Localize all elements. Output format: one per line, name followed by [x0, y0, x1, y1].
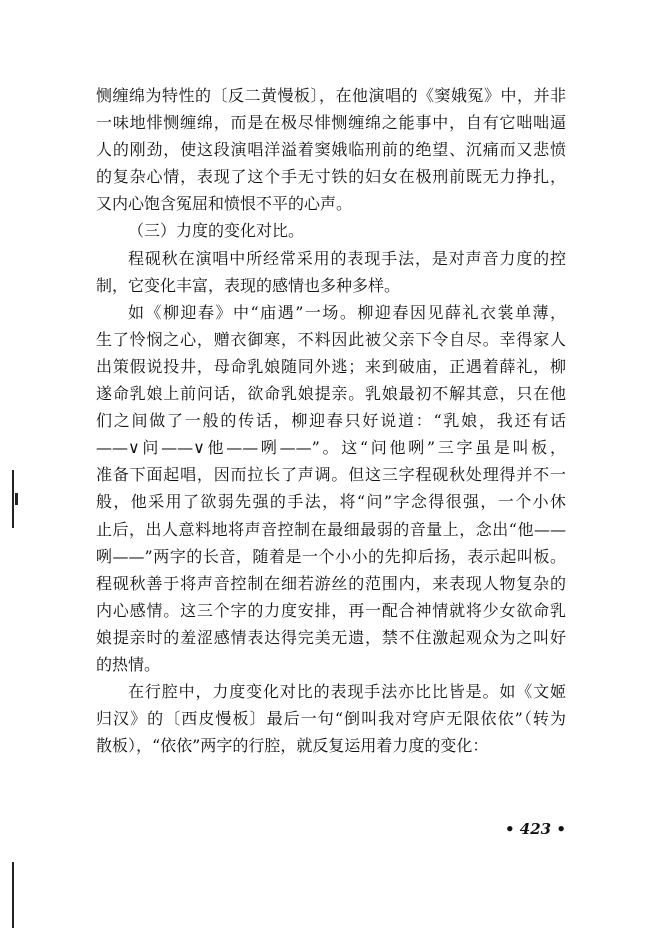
text-line: 散板），“依依”两字的行腔，就反复运用着力度的变化：: [96, 736, 489, 756]
binding-edge-mark: [12, 862, 14, 928]
text-line: 在行腔中，力度变化对比的表现手法亦比比皆是。如《文姬: [128, 682, 566, 702]
text-line: 程砚秋在演唱中所经常采用的表现手法，是对声音力度的控: [128, 248, 566, 268]
text-line: 生了怜悯之心，赠衣御寒，不料因此被父亲下令自尽。幸得家人: [96, 329, 566, 349]
text-line: 如《柳迎春》中“庙遇”一场。柳迎春因见薛礼衣裳单薄，: [128, 302, 566, 322]
section-heading: （三）力度的变化对比。: [128, 221, 305, 241]
text-line: 一味地悱恻缠绵，而是在极尽悱恻缠绵之能事中，自有它咄咄逼: [96, 113, 566, 133]
text-line: 咧——”两字的长音，随着是一个小小的先抑后扬，表示起叫板。: [96, 546, 566, 566]
text-line: 人的刚劲，使这段演唱洋溢着窦娥临刑前的绝望、沉痛而又悲愤: [96, 140, 566, 160]
text-line: 归汉》的〔西皮慢板〕最后一句“倒叫我对穹庐无限依依”（转为: [96, 709, 566, 729]
text-line: 制，它变化丰富，表现的感情也多种多样。: [96, 275, 401, 295]
text-line: 般，他采用了欲弱先强的手法，将“问”字念得很强，一个小休: [96, 492, 566, 512]
binding-edge-mark: [12, 470, 14, 528]
text-line: 内心感情。这三个字的力度安排，再一配合神情就将少女欲命乳: [96, 600, 566, 620]
text-line: 娘提亲时的羞涩感情表达得完美无遗，禁不住激起观众为之叫好: [96, 627, 566, 647]
text-line: 遂命乳娘上前问话，欲命乳娘提亲。乳娘最初不解其意，只在他: [96, 384, 566, 404]
text-line: 准备下面起唱，因而拉长了声调。但这三字程砚秋处理得并不一: [96, 465, 566, 485]
text-line: 恻缠绵为特性的〔反二黄慢板〕，在他演唱的《窦娥冤》中，并非: [96, 86, 566, 105]
text-line: ——∨问——∨他——咧——”。这“问他咧”三字虽是叫板，: [96, 438, 566, 458]
text-line: 们之间做了一般的传话，柳迎春只好说道：“乳娘，我还有话: [96, 411, 566, 431]
text-line: 的热情。: [96, 654, 161, 674]
text-line: 程砚秋善于将声音控制在细若游丝的范围内，来表现人物复杂的: [96, 573, 566, 593]
text-line: 又内心饱含冤屈和愤恨不平的心声。: [96, 194, 353, 214]
body-text: [96, 82, 566, 759]
text-line: 出策假说投井，母命乳娘随同外逃；来到破庙，正遇着薛礼，柳: [96, 356, 566, 376]
binding-edge-mark: [15, 493, 18, 505]
text-line: 止后，出人意料地将声音控制在最细最弱的音量上，念出“他——: [96, 519, 566, 539]
text-line: 的复杂心情，表现了这个手无寸铁的妇女在极刑前既无力挣扎，: [96, 167, 566, 187]
page-number: • 423 •: [505, 820, 566, 838]
